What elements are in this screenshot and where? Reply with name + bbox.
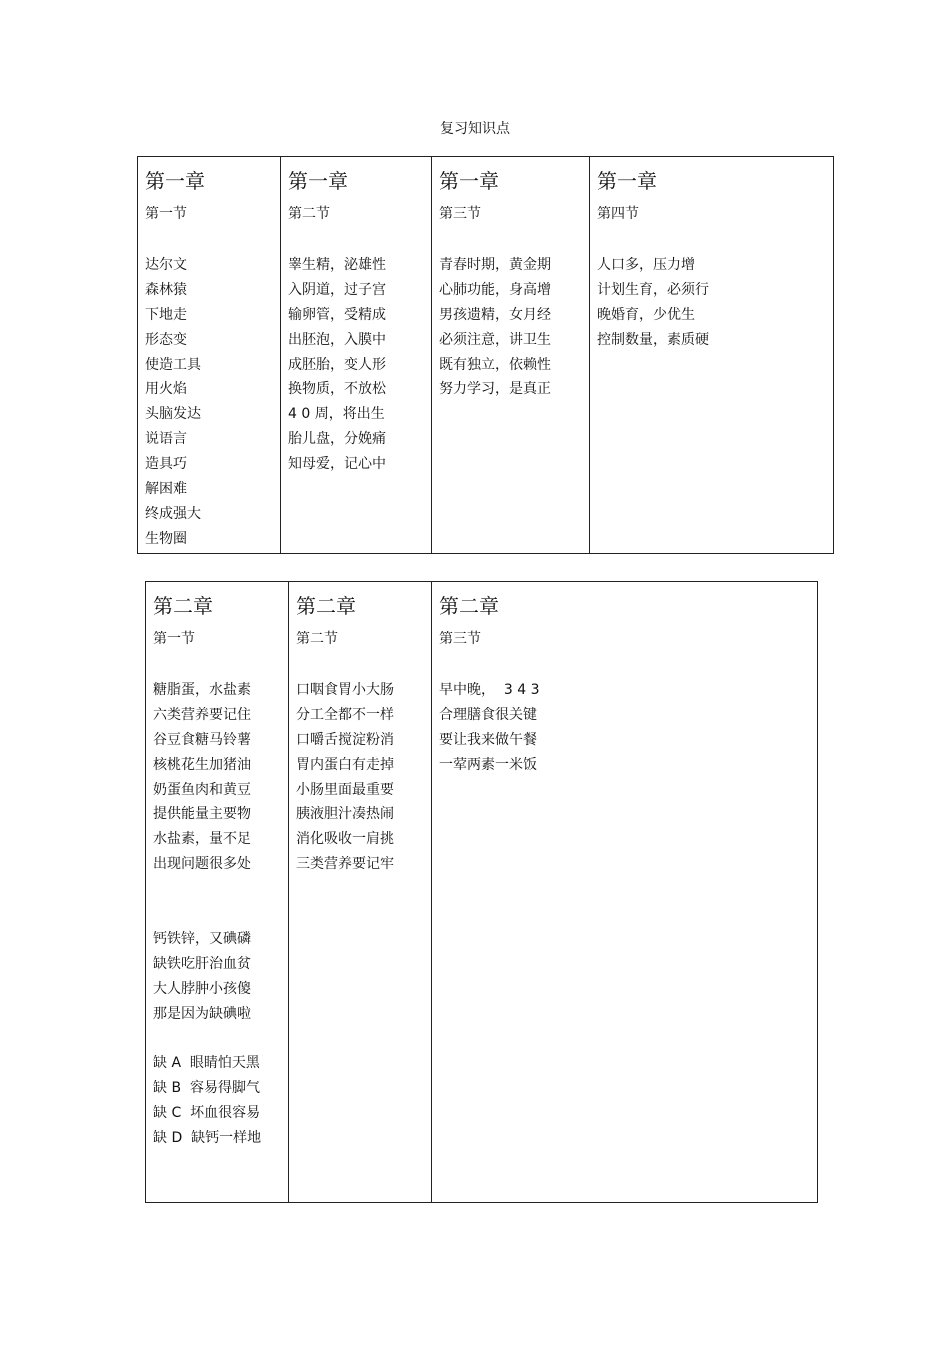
chapter-heading: 第一章 [439,169,499,193]
mnemonic-line: 输卵管，受精成 [288,306,386,323]
table1-cell [138,157,281,554]
section-heading: 第三节 [439,206,481,222]
table2-cell [289,582,432,1203]
mnemonic-line: 计划生育，必须行 [597,281,709,298]
mnemonic-line: 要让我来做午餐 [439,731,537,748]
chapter-one-table [137,156,834,554]
mnemonic-line: 胃内蛋白有走掉 [296,756,394,773]
section-heading: 第四节 [597,206,639,222]
table2-cell [146,582,289,1203]
mnemonic-lines [439,253,589,402]
mnemonic-lines [288,253,431,477]
mnemonic-line: 缺 A 眼睛怕天黑 [153,1055,260,1072]
mnemonic-line: 提供能量主要物 [153,806,251,823]
mnemonic-line: 生物圈 [145,530,187,547]
mnemonic-lines [296,678,431,877]
mnemonic-line: 分工全都不一样 [296,706,394,723]
chapter-heading: 第一章 [597,169,657,193]
mnemonic-line: 一荤两素一米饭 [439,756,537,773]
mnemonic-line: 必须注意，讲卫生 [439,331,551,348]
mnemonic-line: 口咽食胃小大肠 [296,682,394,698]
mnemonic-line: 出现问题很多处 [153,856,251,873]
mnemonic-line: 使造工具 [145,356,201,373]
chapter-heading: 第一章 [145,169,205,193]
mnemonic-line: 青春时期，黄金期 [439,257,551,273]
mnemonic-line: 成胚胎，变人形 [288,356,386,373]
chapter-two-table [145,581,818,1203]
mnemonic-line: 睾生精，泌雄性 [288,257,386,273]
mnemonic-line: 森林猿 [145,281,187,298]
mnemonic-line: 知母爱，记心中 [288,456,386,473]
mnemonic-line: 口嚼舌搅淀粉消 [296,731,394,748]
mnemonic-line: 出胚泡，入膜中 [288,331,386,348]
table2-cell [432,582,818,1203]
mnemonic-line: 消化吸收一肩挑 [296,831,394,848]
mnemonic-line: 合理膳食很关键 [439,706,537,723]
mnemonic-line: 奶蛋鱼肉和黄豆 [153,781,251,798]
section-heading: 第一节 [145,206,187,222]
mnemonic-line: 用火焰 [145,381,187,398]
mnemonic-line: 换物质，不放松 [288,381,386,398]
mnemonic-line: 入阴道，过子宫 [288,281,386,298]
mnemonic-line: 胰液胆汁凑热闹 [296,806,394,823]
mnemonic-line: 缺 B 容易得脚气 [153,1080,260,1097]
mnemonic-line: 下地走 [145,306,187,323]
mnemonic-line: 控制数量，素质硬 [597,331,709,348]
mnemonic-line [153,1026,288,1051]
mnemonic-lines [597,253,833,353]
document-title: 复习知识点 [440,121,510,137]
mnemonic-line: 小肠里面最重要 [296,781,394,798]
mnemonic-line: 早中晚， 3 4 3 [439,682,540,698]
chapter-heading: 第二章 [439,594,499,618]
table1-cell [281,157,432,554]
mnemonic-line: 三类营养要记牢 [296,856,394,873]
chapter-heading: 第一章 [288,169,348,193]
mnemonic-line: 钙铁锌，又碘磷 [153,930,251,947]
mnemonic-lines [153,678,288,1151]
mnemonic-line: 男孩遗精，女月经 [439,306,551,323]
mnemonic-line: 达尔文 [145,257,187,273]
mnemonic-line: 解困难 [145,481,187,498]
chapter-heading: 第二章 [153,594,213,618]
mnemonic-line: 大人脖肿小孩傻 [153,980,251,997]
mnemonic-line: 缺 C 坏血很容易 [153,1105,261,1122]
section-heading: 第二节 [288,206,330,222]
mnemonic-line: 心肺功能，身高增 [439,281,551,298]
mnemonic-line: 那是因为缺碘啦 [153,1005,251,1022]
section-heading: 第一节 [153,631,195,647]
mnemonic-line: 胎儿盘，分娩痛 [288,431,386,448]
mnemonic-line: 既有独立，依赖性 [439,356,551,373]
mnemonic-line: 核桃花生加猪油 [153,756,251,773]
mnemonic-line: 终成强大 [145,505,201,522]
mnemonic-line: 形态变 [145,331,187,348]
mnemonic-line: 谷豆食糖马铃薯 [153,731,251,748]
mnemonic-line: 水盐素，量不足 [153,831,251,848]
mnemonic-line: 缺 D 缺钙一样地 [153,1130,262,1147]
table1-cell [590,157,834,554]
mnemonic-line: 人口多，压力增 [597,257,695,273]
mnemonic-line: 说语言 [145,431,187,448]
mnemonic-line: 缺铁吃肝治血贫 [153,955,251,972]
mnemonic-line: 4 0 周，将出生 [288,406,385,423]
mnemonic-line: 造具巧 [145,456,187,473]
mnemonic-line [153,902,288,927]
mnemonic-lines [439,678,817,778]
mnemonic-line [153,877,288,902]
mnemonic-line: 六类营养要记住 [153,706,251,723]
mnemonic-line: 晚婚育，少优生 [597,306,695,323]
mnemonic-line: 努力学习，是真正 [439,381,551,398]
table1-cell [432,157,590,554]
chapter-heading: 第二章 [296,594,356,618]
section-heading: 第三节 [439,631,481,647]
mnemonic-line: 糖脂蛋，水盐素 [153,682,251,698]
mnemonic-lines [145,253,280,552]
mnemonic-line: 头脑发达 [145,406,201,423]
section-heading: 第二节 [296,631,338,647]
